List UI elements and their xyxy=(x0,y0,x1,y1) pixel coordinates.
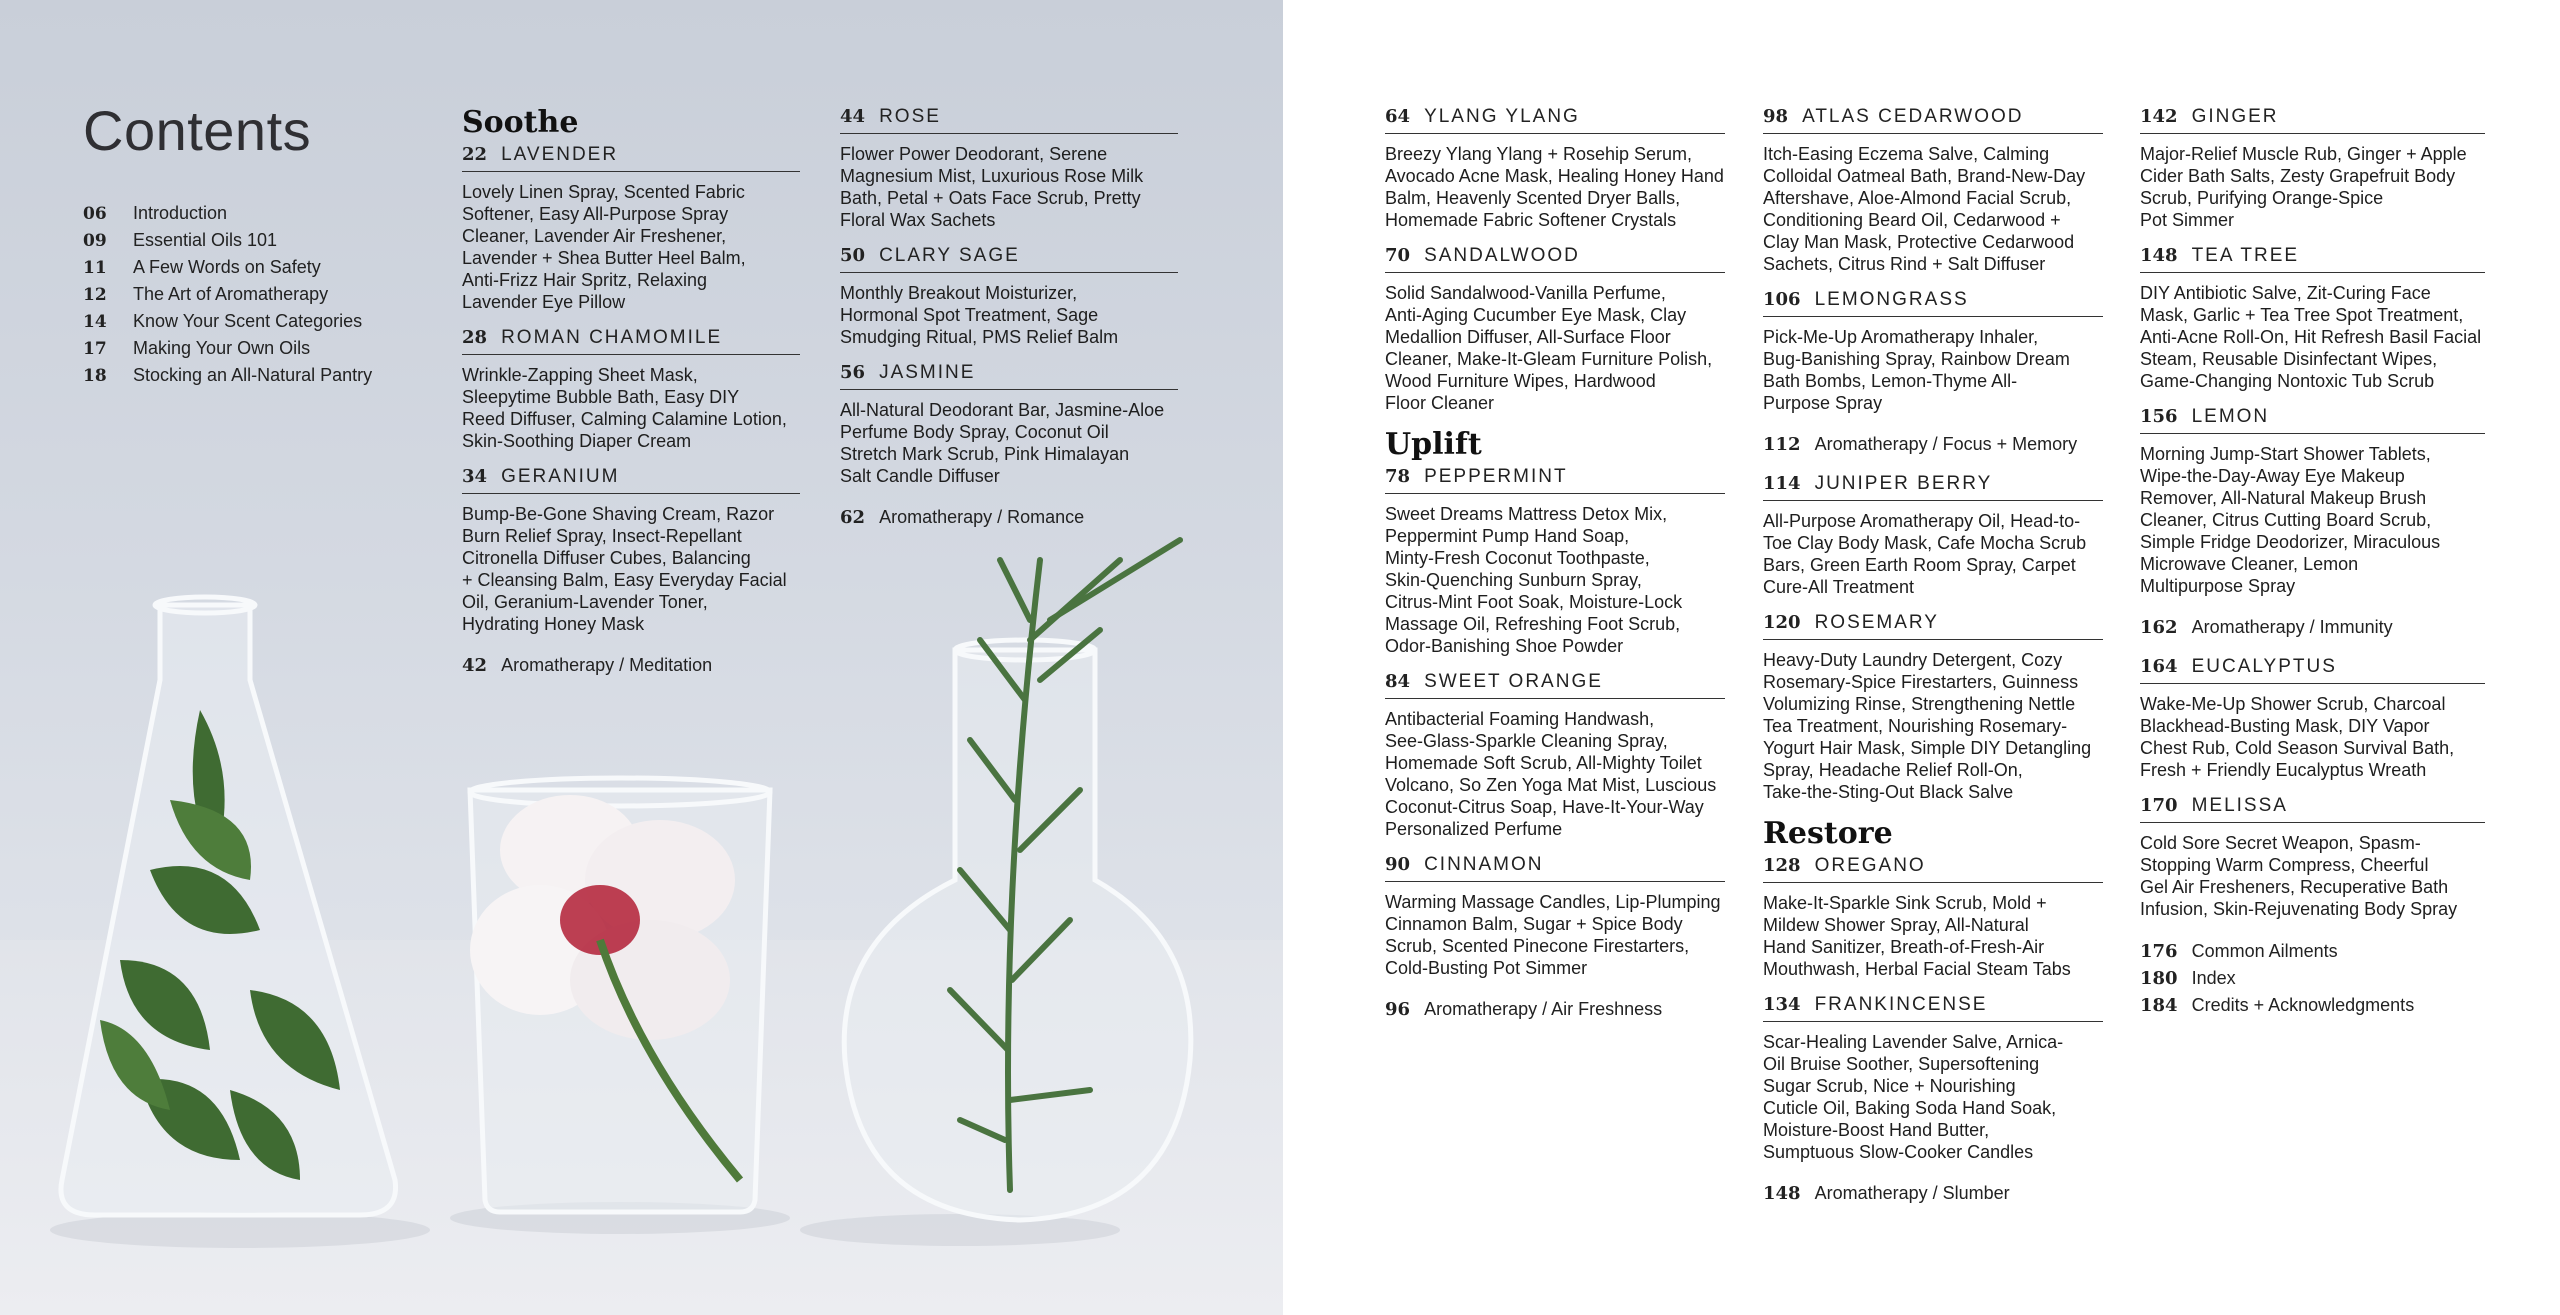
list-item[interactable] xyxy=(83,362,372,389)
recipe-line: Scar-Healing Lavender Salve, Arnica- xyxy=(1763,1032,2064,1052)
oil-name: FRANKINCENSE xyxy=(1814,994,1988,1015)
list-item[interactable] xyxy=(83,200,372,227)
recipe-line: Bath Bombs, Lemon-Thyme All- xyxy=(1763,371,2018,391)
recipe-line: Warming Massage Candles, Lip-Plumping xyxy=(1385,892,1721,912)
recipe-line: Heavy-Duty Laundry Detergent, Cozy xyxy=(1763,650,2063,670)
oil-entry[interactable] xyxy=(1763,992,2103,1163)
oil-heading[interactable] xyxy=(1385,104,1725,134)
right-column-3 xyxy=(2140,104,2485,1019)
oil-heading[interactable] xyxy=(1763,104,2103,134)
recipe-line: All-Natural Deodorant Bar, Jasmine-Aloe xyxy=(840,400,1165,420)
recipe-list xyxy=(1763,649,2103,803)
aromatherapy-title: Aromatherapy / Air Freshness xyxy=(1424,999,1663,1019)
oil-entry[interactable] xyxy=(1385,669,1725,840)
page-number: 156 xyxy=(2140,406,2178,427)
section-heading-restore: Restore xyxy=(1763,816,1893,851)
recipe-line: Lovely Linen Spray, Scented Fabric xyxy=(462,182,745,202)
aromatherapy-title: Aromatherapy / Immunity xyxy=(2191,617,2393,637)
recipe-line: Lavender + Shea Butter Heel Balm, xyxy=(462,248,746,268)
page-number: 134 xyxy=(1763,994,1801,1015)
recipe-line: Solid Sandalwood-Vanilla Perfume, xyxy=(1385,283,1666,303)
recipe-line: Bars, Green Earth Room Spray, Carpet xyxy=(1763,555,2076,575)
item-title: Credits + Acknowledgments xyxy=(2191,995,2415,1015)
recipe-line: Simple Fridge Deodorizer, Miraculous xyxy=(2140,532,2441,552)
oil-entry[interactable] xyxy=(462,464,800,635)
oil-name: ATLAS CEDARWOOD xyxy=(1802,106,2024,127)
recipe-line: Homemade Soft Scrub, All-Mighty Toilet xyxy=(1385,753,1702,773)
page-number: 148 xyxy=(1763,1183,1801,1204)
intro-list xyxy=(83,200,372,389)
recipe-list xyxy=(1385,143,1725,231)
list-item[interactable] xyxy=(83,335,372,362)
recipe-line: Game-Changing Nontoxic Tub Scrub xyxy=(2140,371,2435,391)
recipe-line: Flower Power Deodorant, Serene xyxy=(840,144,1108,164)
oil-entry[interactable] xyxy=(1385,852,1725,979)
recipe-list xyxy=(840,399,1178,487)
item-title: The Art of Aromatherapy xyxy=(133,284,329,304)
oil-entry[interactable] xyxy=(1385,464,1725,657)
page-number: 180 xyxy=(2140,968,2178,989)
page-number: 34 xyxy=(462,466,488,487)
oil-heading[interactable] xyxy=(1763,992,2103,1022)
oil-heading[interactable] xyxy=(2140,243,2485,273)
aromatherapy-entry[interactable] xyxy=(1385,997,1725,1022)
oil-name: CINNAMON xyxy=(1424,854,1544,875)
recipe-line: Cuticle Oil, Baking Soda Hand Soak, xyxy=(1763,1098,2057,1118)
oil-name: SWEET ORANGE xyxy=(1424,671,1603,692)
page-number: 50 xyxy=(840,245,866,266)
oil-heading[interactable] xyxy=(1763,287,2103,317)
recipe-line: Massage Oil, Refreshing Foot Scrub, xyxy=(1385,614,1681,634)
recipe-line: Skin-Quenching Sunburn Spray, xyxy=(1385,570,1642,590)
list-item[interactable] xyxy=(2140,992,2485,1019)
recipe-list xyxy=(2140,443,2485,597)
recipe-line: Floral Wax Sachets xyxy=(840,210,996,230)
recipe-line: Homemade Fabric Softener Crystals xyxy=(1385,210,1677,230)
back-matter-list xyxy=(2140,938,2485,1019)
oil-heading[interactable] xyxy=(2140,654,2485,684)
recipe-line: Hormonal Spot Treatment, Sage xyxy=(840,305,1099,325)
page-number: 12 xyxy=(83,285,107,305)
page-number: 62 xyxy=(840,507,866,528)
recipe-line: Volumizing Rinse, Strengthening Nettle xyxy=(1763,694,2076,714)
recipe-line: Moisture-Boost Hand Butter, xyxy=(1763,1120,1990,1140)
aromatherapy-title: Aromatherapy / Meditation xyxy=(501,655,713,675)
recipe-line: Hydrating Honey Mask xyxy=(462,614,645,634)
recipe-line: Purpose Spray xyxy=(1763,393,1883,413)
page-number: 22 xyxy=(462,144,488,165)
recipe-list xyxy=(462,364,800,452)
oil-entry[interactable] xyxy=(1763,471,2103,598)
recipe-line: Gel Air Fresheners, Recuperative Bath xyxy=(2140,877,2449,897)
recipe-line: Breezy Ylang Ylang + Rosehip Serum, xyxy=(1385,144,1693,164)
recipe-line: Smudging Ritual, PMS Relief Balm xyxy=(840,327,1119,347)
oil-heading[interactable] xyxy=(2140,404,2485,434)
oil-name: EUCALYPTUS xyxy=(2191,656,2337,677)
recipe-line: Cure-All Treatment xyxy=(1763,577,1915,597)
oil-name: LEMONGRASS xyxy=(1814,289,1969,310)
recipe-line: Bump-Be-Gone Shaving Cream, Razor xyxy=(462,504,775,524)
oil-entry[interactable] xyxy=(2140,243,2485,392)
recipe-line: Mouthwash, Herbal Facial Steam Tabs xyxy=(1763,959,2071,979)
recipe-list xyxy=(1763,1031,2103,1163)
recipe-line: Scrub, Purifying Orange-Spice xyxy=(2140,188,2384,208)
page-number: 84 xyxy=(1385,671,1411,692)
page-number: 120 xyxy=(1763,612,1801,633)
recipe-list xyxy=(1385,891,1725,979)
item-title: A Few Words on Safety xyxy=(133,257,321,277)
recipe-line: Volcano, So Zen Yoga Mat Mist, Luscious xyxy=(1385,775,1717,795)
list-item[interactable] xyxy=(83,254,372,281)
recipe-list xyxy=(2140,282,2485,392)
recipe-line: Mildew Shower Spray, All-Natural xyxy=(1763,915,2029,935)
recipe-line: Reed Diffuser, Calming Calamine Lotion, xyxy=(462,409,787,429)
recipe-line: Avocado Acne Mask, Healing Honey Hand xyxy=(1385,166,1724,186)
oil-name: GINGER xyxy=(2191,106,2279,127)
aromatherapy-entry[interactable] xyxy=(2140,615,2485,640)
oil-name: JUNIPER BERRY xyxy=(1814,473,1993,494)
page-number: 112 xyxy=(1763,434,1801,455)
oil-heading[interactable] xyxy=(1385,464,1725,494)
recipe-list xyxy=(1385,708,1725,840)
oil-entry[interactable] xyxy=(1385,243,1725,414)
recipe-line: Cleaner, Make-It-Gleam Furniture Polish, xyxy=(1385,349,1713,369)
oil-heading[interactable] xyxy=(840,243,1178,273)
oil-heading[interactable] xyxy=(2140,104,2485,134)
left-column-3 xyxy=(840,104,1178,544)
recipe-line: + Cleansing Balm, Easy Everyday Facial xyxy=(462,570,787,590)
item-title: Introduction xyxy=(133,203,228,223)
recipe-line: Cleaner, Citrus Cutting Board Scrub, xyxy=(2140,510,2432,530)
recipe-list xyxy=(462,181,800,313)
recipe-line: Stopping Warm Compress, Cheerful xyxy=(2140,855,2429,875)
right-page xyxy=(1283,0,2560,1315)
oil-name: LEMON xyxy=(2191,406,2270,427)
recipe-line: Blackhead-Busting Mask, DIY Vapor xyxy=(2140,716,2430,736)
recipe-line: Perfume Body Spray, Coconut Oil xyxy=(840,422,1109,442)
recipe-line: Morning Jump-Start Shower Tablets, xyxy=(2140,444,2431,464)
list-item[interactable] xyxy=(83,281,372,308)
page-number: 44 xyxy=(840,106,866,127)
oil-name: OREGANO xyxy=(1814,855,1926,876)
page-number: 70 xyxy=(1385,245,1411,266)
page-number: 09 xyxy=(83,231,107,251)
oil-heading[interactable] xyxy=(1385,243,1725,273)
recipe-line: Pot Simmer xyxy=(2140,210,2235,230)
list-item[interactable] xyxy=(83,227,372,254)
oil-name: ROSE xyxy=(879,106,941,127)
recipe-line: Wake-Me-Up Shower Scrub, Charcoal xyxy=(2140,694,2446,714)
list-item[interactable] xyxy=(2140,965,2485,992)
recipe-list xyxy=(1763,143,2103,275)
oil-heading[interactable] xyxy=(1763,471,2103,501)
recipe-list xyxy=(1763,510,2103,598)
right-column-2 xyxy=(1763,104,2103,1220)
recipe-line: See-Glass-Sparkle Cleaning Spray, xyxy=(1385,731,1668,751)
contents-title: Contents xyxy=(83,99,312,162)
recipe-line: Oil Bruise Soother, Supersoftening xyxy=(1763,1054,2040,1074)
oil-entry[interactable] xyxy=(1385,104,1725,231)
recipe-line: Anti-Acne Roll-On, Hit Refresh Basil Facial xyxy=(2140,327,2482,347)
page-number: 11 xyxy=(83,258,107,278)
recipe-line: Sweet Dreams Mattress Detox Mix, xyxy=(1385,504,1668,524)
recipe-line: Odor-Banishing Shoe Powder xyxy=(1385,636,1624,656)
oil-entry[interactable] xyxy=(2140,654,2485,781)
page-number: 162 xyxy=(2140,617,2178,638)
recipe-line: Coconut-Citrus Soap, Have-It-Your-Way xyxy=(1385,797,1704,817)
page-number: 176 xyxy=(2140,941,2178,962)
oil-entry[interactable] xyxy=(840,104,1178,231)
oil-entry[interactable] xyxy=(1763,287,2103,414)
recipe-line: Hand Sanitizer, Breath-of-Fresh-Air xyxy=(1763,937,2045,957)
oil-entry[interactable] xyxy=(2140,404,2485,597)
page-number: 14 xyxy=(83,312,107,332)
recipe-line: Sachets, Citrus Rind + Salt Diffuser xyxy=(1763,254,2046,274)
recipe-list xyxy=(1385,503,1725,657)
aromatherapy-entry[interactable] xyxy=(840,505,1178,530)
recipe-line: Multipurpose Spray xyxy=(2140,576,2296,596)
recipe-list xyxy=(2140,693,2485,781)
recipe-list xyxy=(462,503,800,635)
recipe-line: Rosemary-Spice Firestarters, Guinness xyxy=(1763,672,2079,692)
recipe-list xyxy=(2140,832,2485,920)
recipe-line: Wrinkle-Zapping Sheet Mask, xyxy=(462,365,698,385)
oil-entry[interactable] xyxy=(1763,104,2103,275)
recipe-line: Anti-Frizz Hair Spritz, Relaxing xyxy=(462,270,708,290)
page-number: 42 xyxy=(462,655,488,676)
recipe-line: All-Purpose Aromatherapy Oil, Head-to- xyxy=(1763,511,2081,531)
list-item[interactable] xyxy=(2140,938,2485,965)
recipe-line: Spray, Headache Relief Roll-On, xyxy=(1763,760,2023,780)
aromatherapy-title: Aromatherapy / Focus + Memory xyxy=(1814,434,2078,454)
recipe-line: Major-Relief Muscle Rub, Ginger + Apple xyxy=(2140,144,2467,164)
recipe-line: Take-the-Sting-Out Black Salve xyxy=(1763,782,2014,802)
oil-heading[interactable] xyxy=(2140,793,2485,823)
recipe-line: Citronella Diffuser Cubes, Balancing xyxy=(462,548,751,568)
oil-entry[interactable] xyxy=(1763,610,2103,803)
oil-name: GERANIUM xyxy=(501,466,620,487)
oil-name: ROSEMARY xyxy=(1814,612,1939,633)
recipe-line: Scrub, Scented Pinecone Firestarters, xyxy=(1385,936,1690,956)
page-number: 128 xyxy=(1763,855,1801,876)
recipe-line: Clay Man Mask, Protective Cedarwood xyxy=(1763,232,2075,252)
oil-heading[interactable] xyxy=(840,104,1178,134)
oil-entry[interactable] xyxy=(2140,104,2485,231)
recipe-line: Steam, Reusable Disinfectant Wipes, xyxy=(2140,349,2438,369)
oil-entry[interactable] xyxy=(2140,793,2485,920)
recipe-line: Tea Treatment, Nourishing Rosemary- xyxy=(1763,716,2068,736)
oil-name: MELISSA xyxy=(2191,795,2288,816)
recipe-list xyxy=(840,282,1178,348)
recipe-line: Wipe-the-Day-Away Eye Makeup xyxy=(2140,466,2405,486)
recipe-line: Mask, Garlic + Tea Tree Spot Treatment, xyxy=(2140,305,2464,325)
recipe-line: Monthly Breakout Moisturizer, xyxy=(840,283,1078,303)
recipe-line: Cold Sore Secret Weapon, Spasm- xyxy=(2140,833,2421,853)
recipe-line: DIY Antibiotic Salve, Zit-Curing Face xyxy=(2140,283,2431,303)
recipe-line: Yogurt Hair Mask, Simple DIY Detangling xyxy=(1763,738,2092,758)
page-number: 64 xyxy=(1385,106,1411,127)
page-number: 28 xyxy=(462,327,488,348)
page-number: 78 xyxy=(1385,466,1411,487)
oil-name: LAVENDER xyxy=(501,144,619,165)
recipe-line: Burn Relief Spray, Insect-Repellant xyxy=(462,526,742,546)
page-number: 164 xyxy=(2140,656,2178,677)
recipe-line: Oil, Geranium-Lavender Toner, xyxy=(462,592,708,612)
page-number: 96 xyxy=(1385,999,1411,1020)
recipe-line: Personalized Perfume xyxy=(1385,819,1563,839)
recipe-line: Cinnamon Balm, Sugar + Spice Body xyxy=(1385,914,1683,934)
page-number: 184 xyxy=(2140,995,2178,1016)
aromatherapy-entry[interactable] xyxy=(1763,1181,2103,1206)
recipe-line: Itch-Easing Eczema Salve, Calming xyxy=(1763,144,2050,164)
aromatherapy-title: Aromatherapy / Slumber xyxy=(1814,1183,2010,1203)
recipe-line: Make-It-Sparkle Sink Scrub, Mold + xyxy=(1763,893,2047,913)
item-title: Know Your Scent Categories xyxy=(133,311,363,331)
recipe-line: Magnesium Mist, Luxurious Rose Milk xyxy=(840,166,1144,186)
recipe-line: Fresh + Friendly Eucalyptus Wreath xyxy=(2140,760,2427,780)
recipe-line: Wood Furniture Wipes, Hardwood xyxy=(1385,371,1656,391)
page-number: 90 xyxy=(1385,854,1411,875)
page-number: 148 xyxy=(2140,245,2178,266)
recipe-line: Antibacterial Foaming Handwash, xyxy=(1385,709,1655,729)
recipe-line: Aftershave, Aloe-Almond Facial Scrub, xyxy=(1763,188,2072,208)
recipe-line: Conditioning Beard Oil, Cedarwood + xyxy=(1763,210,2061,230)
oil-name: YLANG YLANG xyxy=(1424,106,1580,127)
page-number: 114 xyxy=(1763,473,1801,494)
recipe-line: Toe Clay Body Mask, Cafe Mocha Scrub xyxy=(1763,533,2087,553)
recipe-line: Peppermint Pump Hand Soap, xyxy=(1385,526,1630,546)
recipe-line: Lavender Eye Pillow xyxy=(462,292,626,312)
recipe-line: Skin-Soothing Diaper Cream xyxy=(462,431,692,451)
oil-entry[interactable] xyxy=(462,142,800,313)
item-title: Stocking an All-Natural Pantry xyxy=(133,365,373,385)
oil-name: PEPPERMINT xyxy=(1424,466,1568,487)
recipe-line: Cold-Busting Pot Simmer xyxy=(1385,958,1588,978)
oil-name: JASMINE xyxy=(879,362,976,383)
recipe-line: Citrus-Mint Foot Soak, Moisture-Lock xyxy=(1385,592,1683,612)
oil-entry[interactable] xyxy=(840,360,1178,487)
recipe-line: Anti-Aging Cucumber Eye Mask, Clay xyxy=(1385,305,1687,325)
recipe-list xyxy=(1763,326,2103,414)
oil-heading[interactable] xyxy=(1763,610,2103,640)
recipe-line: Balm, Heavenly Scented Dryer Balls, xyxy=(1385,188,1681,208)
recipe-line: Colloidal Oatmeal Bath, Brand-New-Day xyxy=(1763,166,2086,186)
page-number: 17 xyxy=(83,339,107,359)
list-item[interactable] xyxy=(83,308,372,335)
recipe-line: Salt Candle Diffuser xyxy=(840,466,1000,486)
recipe-line: Sleepytime Bubble Bath, Easy DIY xyxy=(462,387,740,407)
oil-heading[interactable] xyxy=(462,464,800,494)
aromatherapy-entry[interactable] xyxy=(1763,432,2103,457)
page-number: 106 xyxy=(1763,289,1801,310)
oil-name: CLARY SAGE xyxy=(879,245,1020,266)
recipe-line: Stretch Mark Scrub, Pink Himalayan xyxy=(840,444,1130,464)
recipe-list xyxy=(840,143,1178,231)
right-column-1 xyxy=(1385,104,1725,1036)
section-heading-soothe: Soothe xyxy=(462,105,579,140)
recipe-line: Minty-Fresh Coconut Toothpaste, xyxy=(1385,548,1650,568)
oil-entry[interactable] xyxy=(1763,853,2103,980)
soothe-column xyxy=(462,104,800,692)
recipe-list xyxy=(1385,282,1725,414)
recipe-line: Sugar Scrub, Nice + Nourishing xyxy=(1763,1076,2016,1096)
page-number: 18 xyxy=(83,366,107,386)
recipe-line: Softener, Easy All-Purpose Spray xyxy=(462,204,729,224)
oil-name: SANDALWOOD xyxy=(1424,245,1580,266)
recipe-line: Pick-Me-Up Aromatherapy Inhaler, xyxy=(1763,327,2039,347)
recipe-line: Infusion, Skin-Rejuvenating Body Spray xyxy=(2140,899,2458,919)
recipe-line: Floor Cleaner xyxy=(1385,393,1495,413)
aromatherapy-title: Aromatherapy / Romance xyxy=(879,507,1085,527)
recipe-line: Cleaner, Lavender Air Freshener, xyxy=(462,226,727,246)
recipe-list xyxy=(2140,143,2485,231)
section-heading-uplift: Uplift xyxy=(1385,427,1482,462)
oil-heading[interactable] xyxy=(1385,669,1725,699)
item-title: Making Your Own Oils xyxy=(133,338,311,358)
recipe-line: Bug-Banishing Spray, Rainbow Dream xyxy=(1763,349,2070,369)
recipe-line: Sumptuous Slow-Cooker Candles xyxy=(1763,1142,2034,1162)
recipe-line: Bath, Petal + Oats Face Scrub, Pretty xyxy=(840,188,1141,208)
oil-heading[interactable] xyxy=(840,360,1178,390)
recipe-line: Chest Rub, Cold Season Survival Bath, xyxy=(2140,738,2455,758)
oil-name: TEA TREE xyxy=(2191,245,2300,266)
recipe-line: Microwave Cleaner, Lemon xyxy=(2140,554,2359,574)
oil-heading[interactable] xyxy=(462,325,800,355)
recipe-line: Remover, All-Natural Makeup Brush xyxy=(2140,488,2427,508)
recipe-list xyxy=(1763,892,2103,980)
oil-heading[interactable] xyxy=(1385,852,1725,882)
item-title: Index xyxy=(2191,968,2236,988)
recipe-line: Medallion Diffuser, All-Surface Floor xyxy=(1385,327,1671,347)
page-number: 142 xyxy=(2140,106,2178,127)
page-number: 06 xyxy=(83,204,107,224)
oil-heading[interactable] xyxy=(462,142,800,172)
oil-entry[interactable] xyxy=(462,325,800,452)
aromatherapy-entry[interactable] xyxy=(462,653,800,678)
page-number: 56 xyxy=(840,362,866,383)
oil-entry[interactable] xyxy=(840,243,1178,348)
recipe-line: Cider Bath Salts, Zesty Grapefruit Body xyxy=(2140,166,2456,186)
oil-heading[interactable] xyxy=(1763,853,2103,883)
item-title: Common Ailments xyxy=(2191,941,2338,961)
oil-name: ROMAN CHAMOMILE xyxy=(501,327,723,348)
page-number: 98 xyxy=(1763,106,1789,127)
page-number: 170 xyxy=(2140,795,2178,816)
item-title: Essential Oils 101 xyxy=(133,230,278,250)
